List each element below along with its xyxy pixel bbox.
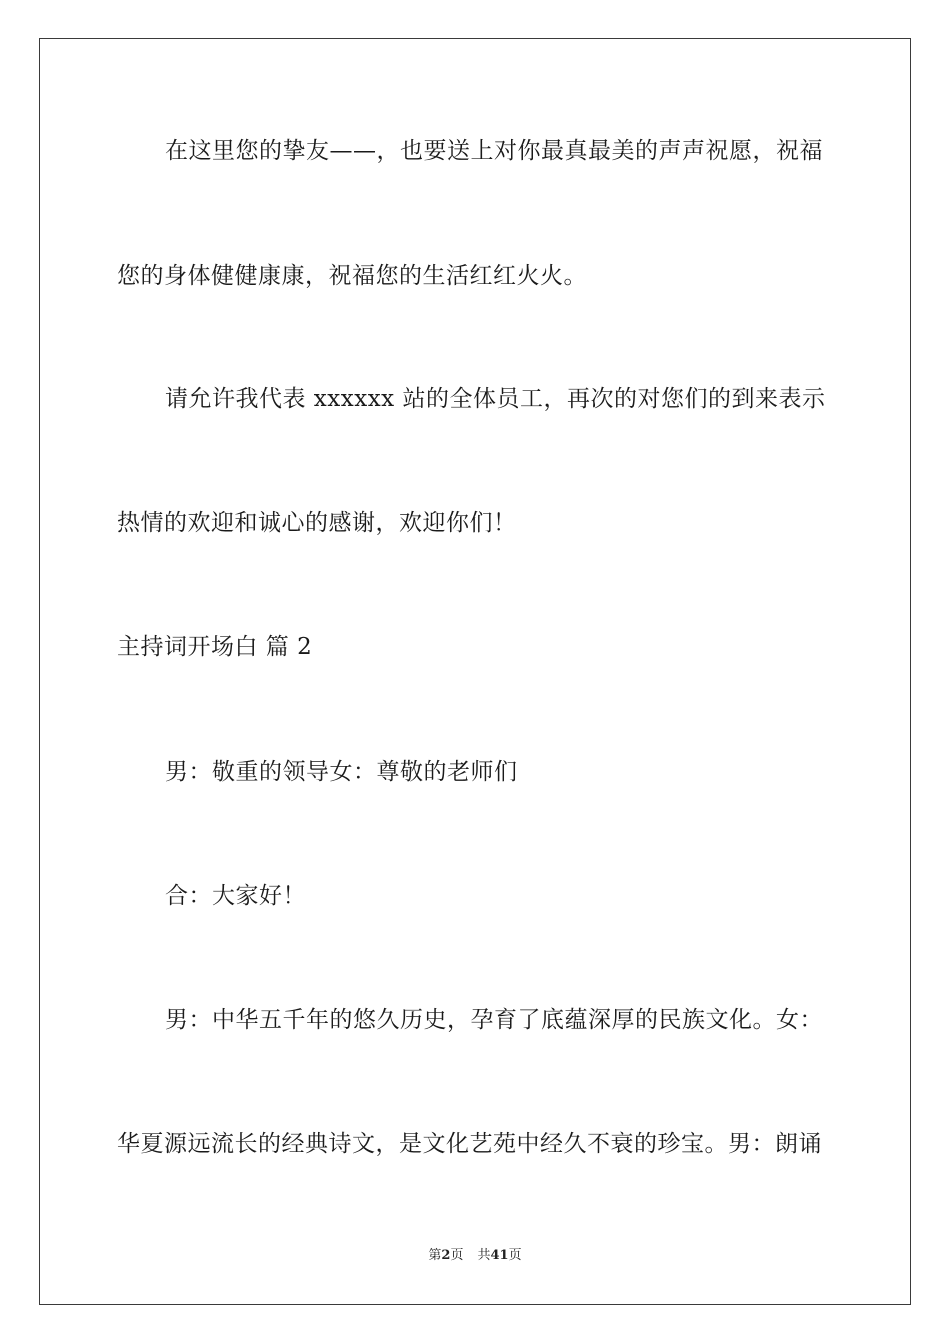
page-number: 2 — [441, 1248, 451, 1263]
paragraph-line-4: 热情的欢迎和诚心的感谢，欢迎你们！ — [117, 510, 517, 536]
total-suffix: 页 — [508, 1248, 522, 1263]
total-prefix: 共 — [477, 1248, 491, 1263]
page-footer — [0, 1247, 950, 1265]
page-suffix: 页 — [450, 1248, 464, 1263]
page-border — [39, 38, 911, 1305]
paragraph-line-2: 您的身体健健康康，祝福您的生活红红火火。 — [117, 263, 587, 289]
section-heading: 主持词开场白 篇 2 — [117, 634, 313, 660]
page-prefix: 第 — [428, 1248, 442, 1263]
paragraph-line-5: 男：敬重的领导女：尊敬的老师们 — [165, 759, 518, 785]
paragraph-line-8: 华夏源远流长的经典诗文，是文化艺苑中经久不衰的珍宝。男：朗诵 — [117, 1131, 822, 1157]
paragraph-line-3: 请允许我代表 xxxxxx 站的全体员工，再次的对您们的到来表示 — [165, 386, 826, 412]
paragraph-line-7: 男：中华五千年的悠久历史，孕育了底蕴深厚的民族文化。女： — [165, 1007, 823, 1033]
paragraph-line-6: 合：大家好！ — [165, 883, 306, 909]
paragraph-line-1: 在这里您的挚友——，也要送上对你最真最美的声声祝愿，祝福 — [165, 138, 823, 164]
total-pages: 41 — [490, 1248, 509, 1263]
